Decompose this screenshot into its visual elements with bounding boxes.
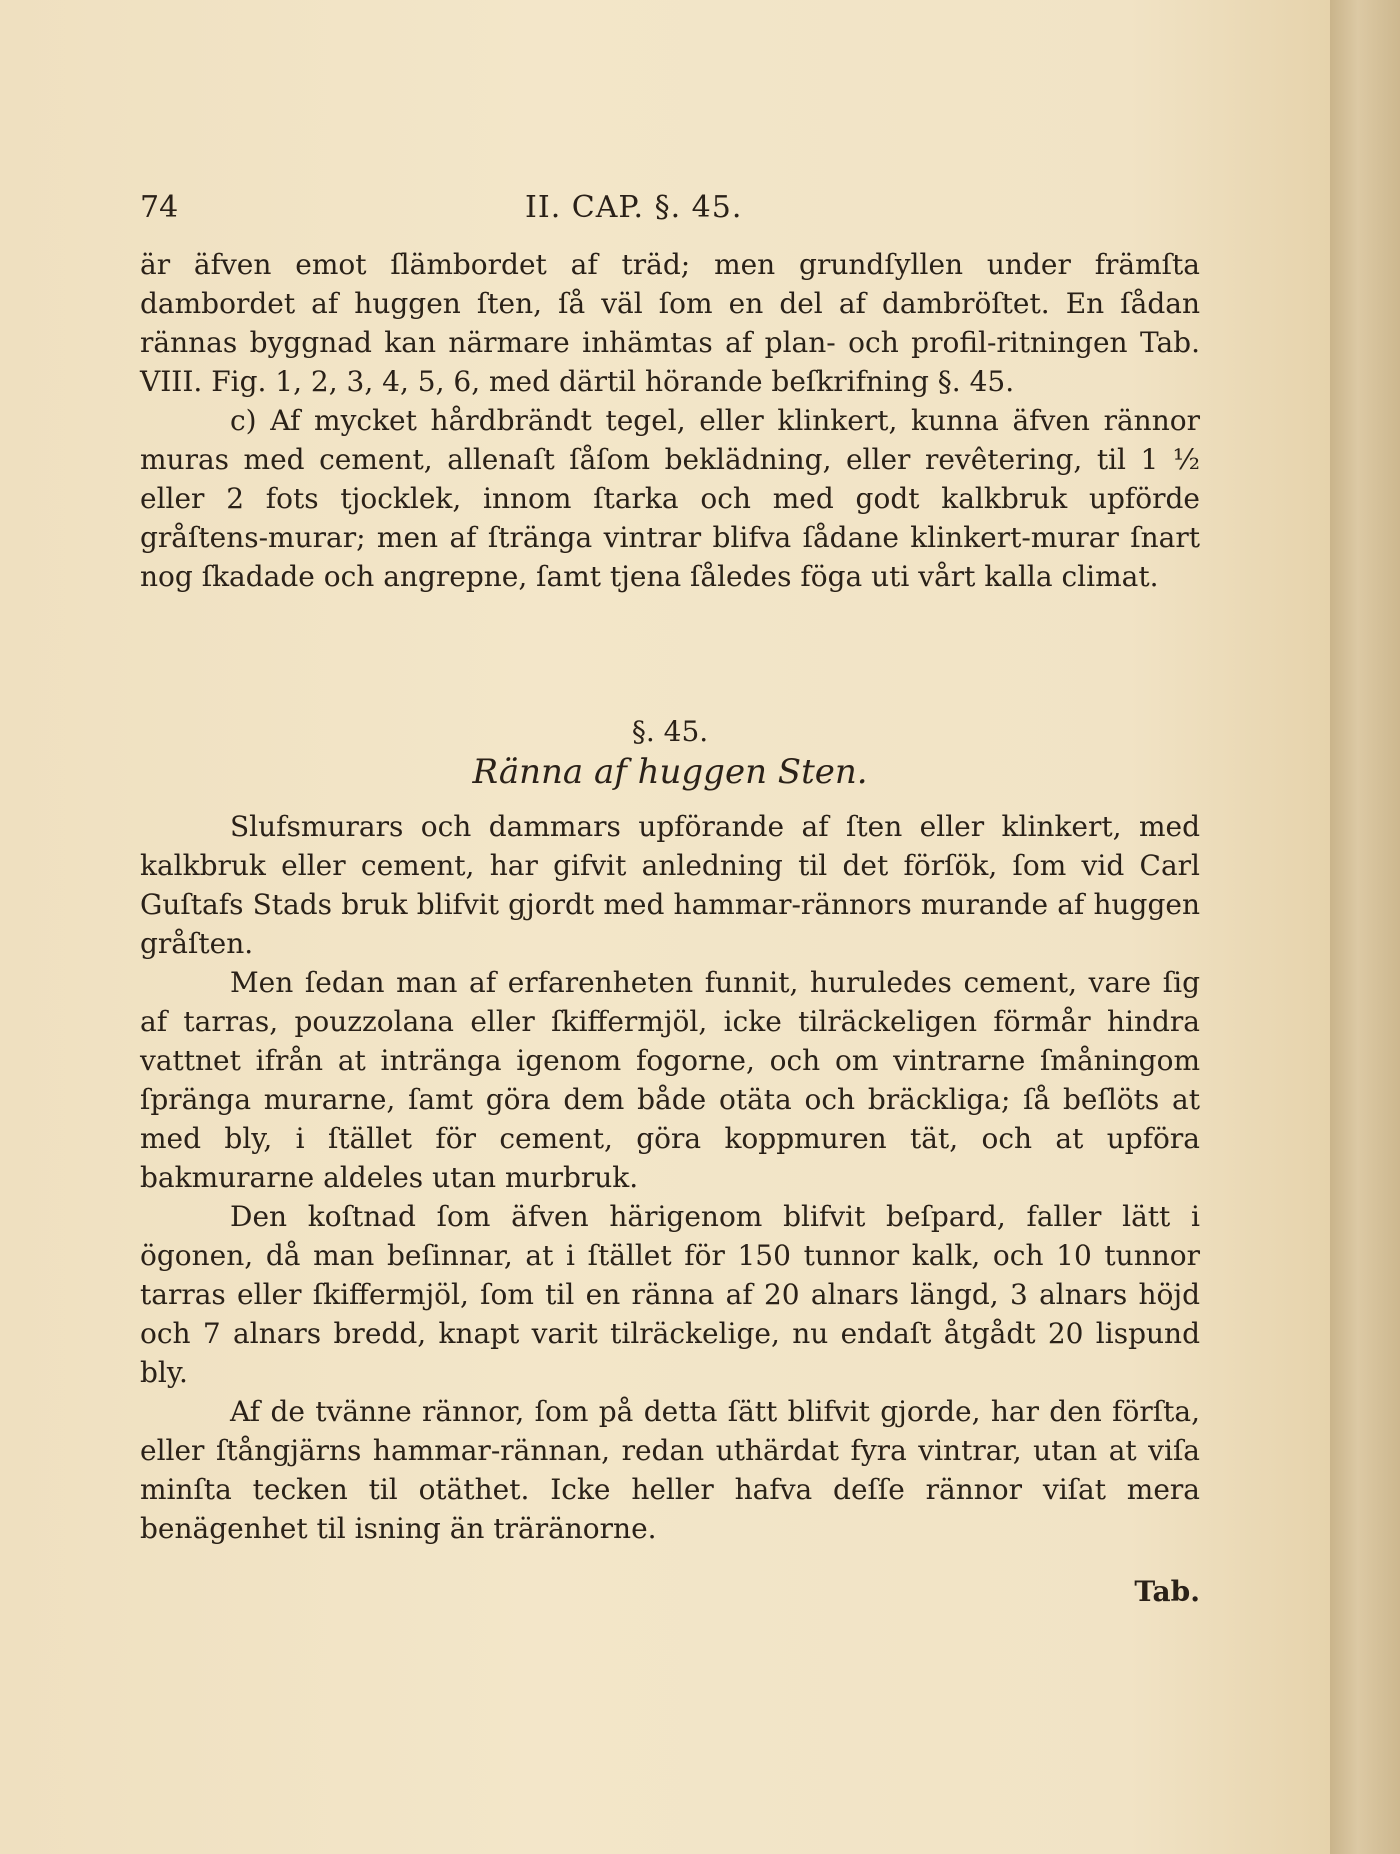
section-number: §. 45.	[631, 715, 709, 748]
page-edge	[1330, 0, 1400, 1854]
paragraph: Den koſtnad ſom äfven härigenom blifvit beſpard, faller lätt i ögonen, då man beſinnar, at i ſtället för 150 tunnor kalk, och 10 tunnor tarras eller ſkiffermjöl, ſom til en ränna af 20 alnars längd, 3 alnars höjd och 7 alnars bredd, knapt varit tilräckelige, nu endaſt åtgådt 20 lispund bly.	[140, 1200, 1200, 1389]
text-block-top	[140, 245, 1200, 596]
page-header	[140, 190, 1200, 230]
paragraph: är äfven emot ſlämbordet af träd; men grundſyllen under främſta dambordet af huggen ſten, ſå väl ſom en del af dambröſtet. En ſådan rännas byggnad kan närmare inhämtas af plan- och profil-ritningen Tab. VIII. Fig. 1, 2, 3, 4, 5, 6, med därtil hörande beſkrifning §. 45.	[140, 248, 1200, 398]
section-title: Ränna af huggen Sten.	[472, 752, 868, 792]
catchword: Tab.	[1134, 1575, 1200, 1608]
text-block-section	[140, 807, 1200, 1548]
page-number: 74	[140, 190, 179, 225]
paragraph: Af de tvänne rännor, ſom på detta ſätt blifvit gjorde, har den förſta, eller ſtångjärns hammar-rännan, redan uthärdat fyra vintrar, utan at viſa minſta tecken til otäthet. Icke heller hafva deſſe rännor viſat mera benägenhet til isning än träränornе.	[140, 1395, 1200, 1545]
running-head: II. CAP. §. 45.	[525, 190, 743, 225]
paragraph: Slufsmurars och dammars upförande af ſten eller klinkert, med kalkbruk eller cement, har gifvit anledning til det förſök, ſom vid Carl Guſtafs Stads bruk blifvit gjordt med hammar-rännors murande af huggen gråſten.	[140, 810, 1200, 960]
paragraph: Men ſedan man af erfarenheten funnit, huruledes cement, vare ſig af tarras, pouzzolana eller ſkiffermjöl, icke tilräckeligen förmår hindra vattnet ifrån at intränga igenom fogorne, och om vintrarne ſmåningom ſpränga murarne, ſamt göra dem både otäta och bräckliga; ſå beſlöts at med bly, i ſtället för cement, göra koppmuren tät, och at upföra bakmurarne aldeles utan murbruk.	[140, 966, 1200, 1194]
paragraph: c) Af mycket hårdbrändt tegel, eller klinkert, kunna äfven rännor muras med cement, allenaſt ſåſom beklädning, eller revêtering, til 1 ½ eller 2 fots tjocklek, innom ſtarka och med godt kalkbruk upförde gråſtens-murar; men af ſtränga vintrar blifva ſådane klinkert-murar ſnart nog ſkadade och angrepne, ſamt tjena ſåledes föga uti vårt kalla climat.	[140, 404, 1200, 593]
